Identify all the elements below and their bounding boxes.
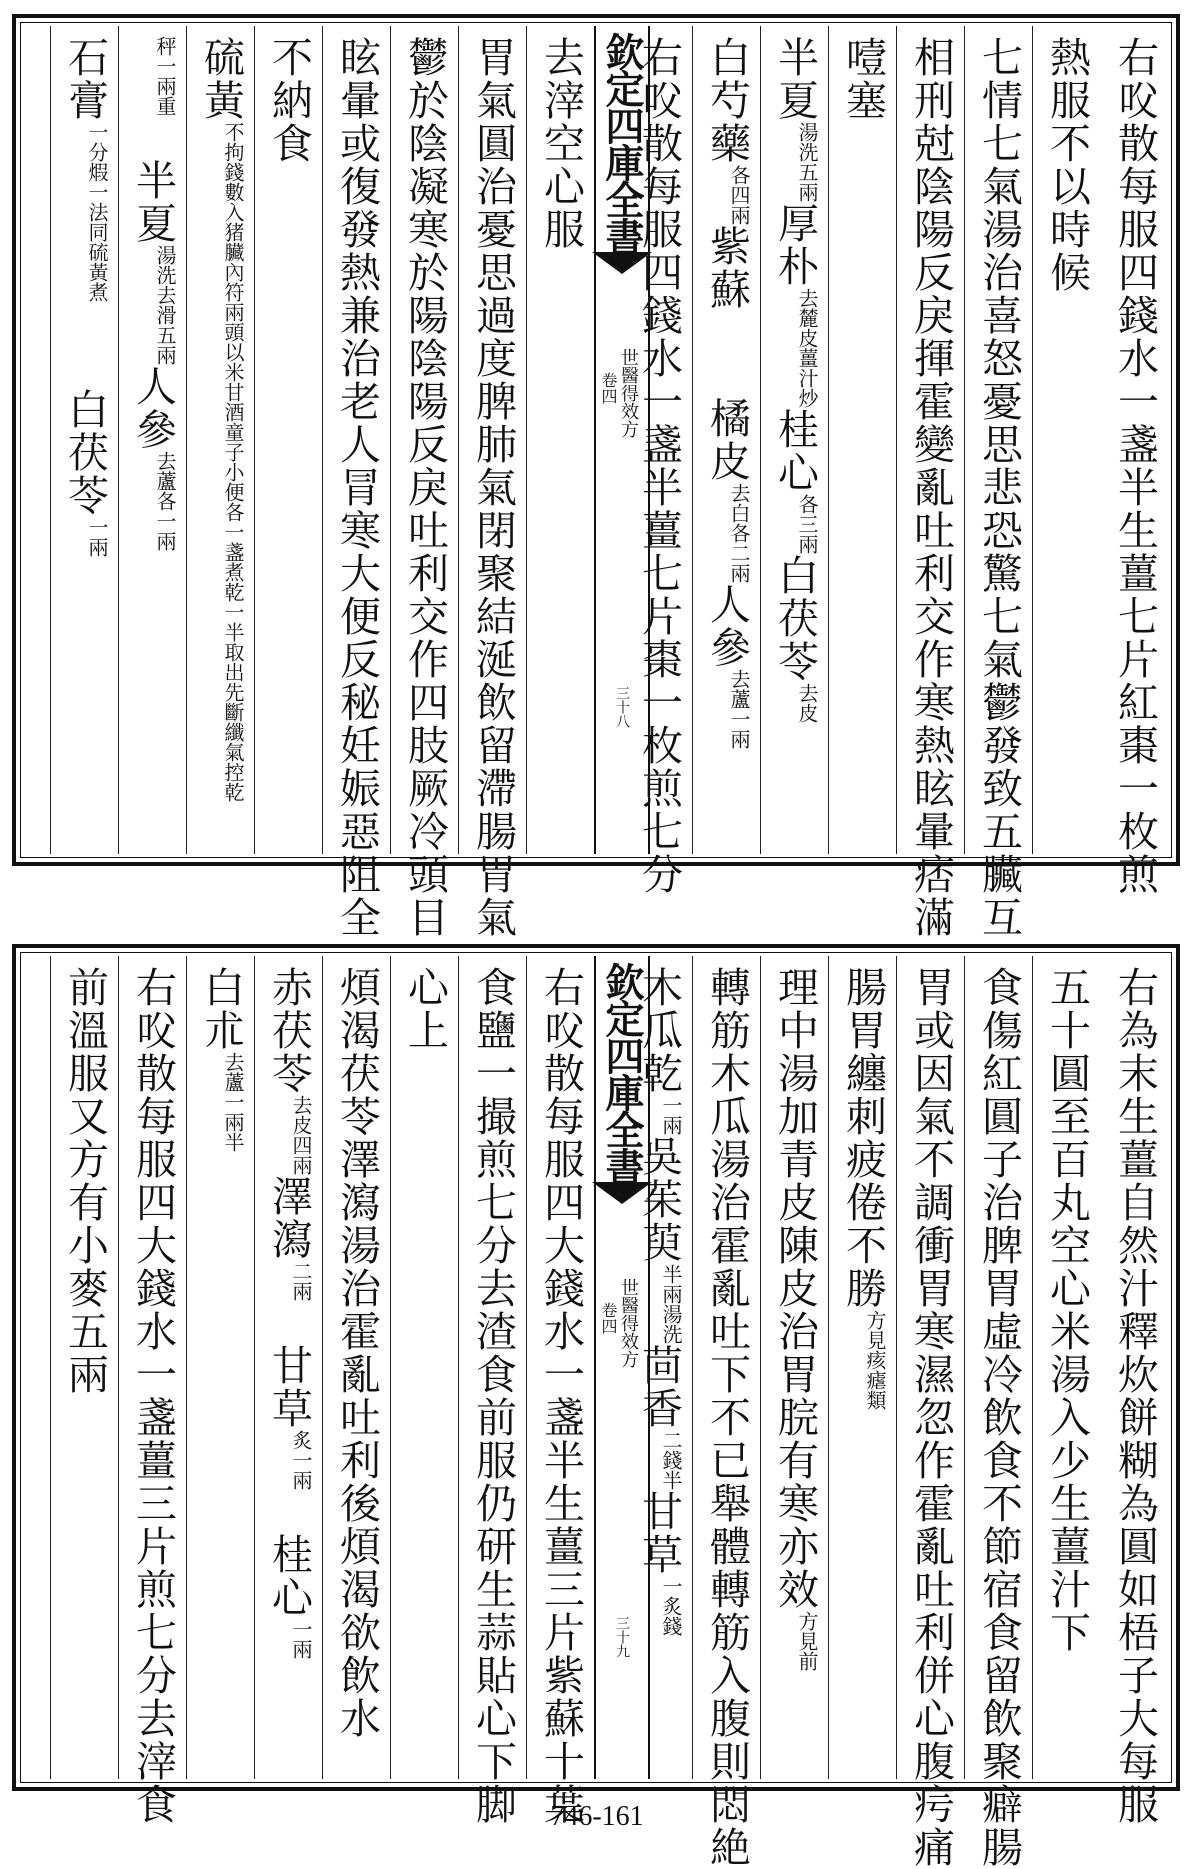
column-text [1106, 36, 1164, 896]
text-column [760, 956, 828, 1779]
text-column [118, 956, 186, 1826]
main-text: 理中湯加青皮陳皮治胃脘有寒亦效 [771, 966, 819, 1611]
main-text: 白茯苓 [771, 554, 819, 683]
main-text: 右㕮散每服四錢水一盞半生薑七片紅棗一枚煎 [1111, 36, 1159, 896]
text-column [118, 26, 186, 854]
column-text [1038, 36, 1096, 294]
column-text [328, 36, 386, 939]
column-text [328, 966, 386, 1740]
main-text: 茴香 [635, 1344, 683, 1430]
column-text [902, 36, 960, 939]
column-text [766, 36, 824, 723]
spine-subtitle: 世醫得效方 [618, 1278, 639, 1368]
text-column [692, 26, 760, 854]
text-column [624, 26, 692, 896]
column-text [834, 36, 892, 122]
column-text [260, 36, 318, 165]
main-text: 橘皮 [703, 311, 751, 483]
main-text: 鬱於陰凝寒於陽陰陽反戾吐利交作四肢厥冷頭目 [401, 36, 449, 939]
column-text [56, 966, 114, 1396]
column-text [1038, 966, 1096, 1654]
column-text [1106, 966, 1164, 1826]
main-text: 紫蘇 [703, 225, 751, 311]
annotation-note: 炙一兩 [289, 1430, 313, 1490]
main-text: 澤瀉 [265, 1175, 313, 1261]
column-text [464, 966, 522, 1826]
text-column [1032, 956, 1100, 1779]
main-text: 相刑尅陰陽反戾揮霍變亂吐利交作寒熱眩暈痞滿 [907, 36, 955, 939]
main-text: 赤茯苓 [265, 966, 313, 1095]
main-text: 右㕮散每服四錢水一盞半薑七片棗一枚煎七分 [635, 36, 683, 896]
main-text: 甘草 [265, 1301, 313, 1430]
column-text [630, 966, 688, 1636]
text-column [390, 26, 458, 939]
main-text: 硫黃 [197, 36, 245, 122]
annotation-note: 各四兩 [727, 165, 751, 225]
main-text: 桂心 [771, 408, 819, 494]
main-text: 心上 [401, 966, 449, 1052]
column-text [464, 36, 522, 939]
main-text: 人參 [129, 365, 177, 451]
main-text: 右為末生薑自然汁釋炊餅糊為圓如梧子大每服 [1111, 966, 1159, 1826]
text-column [828, 26, 896, 854]
main-text: 甘草 [635, 1490, 683, 1576]
main-text: 轉筋木瓜湯治霍亂吐下不已舉體轉筋入腹則悶絶 [703, 966, 751, 1869]
column-text [396, 966, 454, 1052]
main-text: 食傷紅圓子治脾胃虛冷飲食不節宿食留飲聚癖腸 [975, 966, 1023, 1869]
main-text: 右㕮散每服四大錢水一盞半生薑三片紫蘇十葉 [537, 966, 585, 1826]
text-column [964, 956, 1032, 1869]
text-column [964, 26, 1032, 939]
text-column [896, 956, 964, 1869]
spine-title: 欽定四庫全書 [599, 962, 645, 1184]
main-text: 胃氣圓治憂思過度脾肺氣閉聚結涎飲留滯腸胃氣 [469, 36, 517, 939]
main-text: 去滓空心服 [537, 36, 585, 251]
annotation-note: 去白各二兩 [727, 483, 751, 583]
annotation-note: 不拘錢數入猪臟內符兩頭以米甘酒童子小便各一盞煮乾一半取出先斷纖氣控乾 [221, 122, 245, 802]
text-column [1100, 956, 1168, 1826]
main-text: 食鹽一撮煎七分去渣食前服仍研生蒜貼心下脚 [469, 966, 517, 1826]
column-text [532, 966, 590, 1826]
text-column [1032, 26, 1100, 854]
text-column [896, 26, 964, 939]
column-text [630, 36, 688, 896]
annotation-note: 湯洗五兩 [795, 122, 819, 202]
spine-folio: 三十八 [614, 686, 630, 728]
main-text: 石膏 [61, 36, 109, 122]
annotation-note: 一炙錢 [659, 1576, 683, 1636]
column-text [260, 966, 318, 1659]
main-text: 不納食 [265, 36, 313, 165]
main-text: 人參 [703, 583, 751, 669]
column-text [970, 36, 1028, 939]
column-text [192, 36, 250, 802]
annotation-note: 方見痎瘧類 [863, 1310, 887, 1410]
annotation-note: 半兩湯洗 [659, 1264, 683, 1344]
column-text [698, 36, 756, 749]
spine-volume: 卷四 [599, 1302, 618, 1334]
text-column [624, 956, 692, 1779]
text-column [322, 956, 390, 1779]
main-text: 半夏 [129, 116, 177, 245]
column-text [192, 966, 250, 1152]
page-number: 746-161 [550, 1801, 644, 1832]
spine-title: 欽定四庫全書 [599, 32, 645, 254]
column-text [834, 966, 892, 1410]
column-text [396, 36, 454, 939]
annotation-note: 一分煆一法同硫黃煮 [85, 122, 109, 302]
main-text: 吳茱萸 [635, 1135, 683, 1264]
main-text: 半夏 [771, 36, 819, 122]
annotation-note: 一兩 [659, 1095, 683, 1135]
main-text: 胃或因氣不調衝胃寒濕忽作霍亂吐利併心腹疞痛 [907, 966, 955, 1869]
annotation-note: 二兩 [289, 1261, 313, 1301]
annotation-note: 去蘆一兩 [727, 669, 751, 749]
text-column [186, 26, 254, 854]
annotation-note: 去蘆一兩半 [221, 1052, 245, 1152]
annotation-note: 一兩 [85, 517, 109, 557]
text-column [692, 956, 760, 1869]
main-text: 腸胃纏刺疲倦不勝 [839, 966, 887, 1310]
main-text: 木瓜乾 [635, 966, 683, 1095]
column-text [902, 966, 960, 1869]
annotation-note: 秤一兩重 [153, 36, 177, 116]
text-column [50, 956, 118, 1779]
column-text [766, 966, 824, 1671]
annotation-note: 一兩 [289, 1619, 313, 1659]
annotation-note: 各三兩 [795, 494, 819, 554]
main-text: 白茯苓 [61, 302, 109, 517]
text-column [760, 26, 828, 854]
annotation-note: 去皮 [795, 683, 819, 723]
column-text [124, 36, 182, 551]
annotation-note: 二錢半 [659, 1430, 683, 1490]
text-column [390, 956, 458, 1779]
main-text: 前溫服又方有小麥五兩 [61, 966, 109, 1396]
text-column [254, 26, 322, 854]
main-text: 右㕮散每服四大錢水一盞薑三片煎七分去滓食 [129, 966, 177, 1826]
main-text: 噎塞 [839, 36, 887, 122]
spine-folio: 三十九 [614, 1616, 630, 1658]
annotation-note: 方見前 [795, 1611, 819, 1671]
column-text [532, 36, 590, 251]
main-text: 五十圓至百丸空心米湯入少生薑汁下 [1043, 966, 1091, 1654]
annotation-note: 去蘆各一兩 [153, 451, 177, 551]
text-column [526, 26, 594, 854]
spine-volume: 卷四 [599, 372, 618, 404]
main-text: 七情七氣湯治喜怒憂思悲恐驚七氣鬱發致五臟互 [975, 36, 1023, 939]
main-text: 厚朴 [771, 202, 819, 288]
main-text: 白芍藥 [703, 36, 751, 165]
annotation-note: 去麓皮薑汁炒 [795, 288, 819, 408]
column-text [124, 966, 182, 1826]
text-column [458, 26, 526, 939]
text-column [1100, 26, 1168, 896]
text-column [458, 956, 526, 1826]
main-text: 熱服不以時候 [1043, 36, 1091, 294]
annotation-note: 湯洗去滑五兩 [153, 245, 177, 365]
text-column [186, 956, 254, 1779]
text-column [322, 26, 390, 939]
annotation-note: 去皮四兩 [289, 1095, 313, 1175]
top-page [12, 14, 1180, 939]
main-text: 眩暈或復發熱兼治老人冐寒大便反秘妊娠惡阻全 [333, 36, 381, 939]
text-column [254, 956, 322, 1779]
text-column [828, 956, 896, 1779]
spine-subtitle: 世醫得效方 [618, 348, 639, 438]
main-text: 煩渴茯苓澤瀉湯治霍亂吐利後煩渴欲飲水 [333, 966, 381, 1740]
column-text [698, 966, 756, 1869]
text-column [526, 956, 594, 1826]
main-text: 桂心 [265, 1490, 313, 1619]
column-text [970, 966, 1028, 1869]
text-column [50, 26, 118, 854]
main-text: 白朮 [197, 966, 245, 1052]
column-text [56, 36, 114, 557]
